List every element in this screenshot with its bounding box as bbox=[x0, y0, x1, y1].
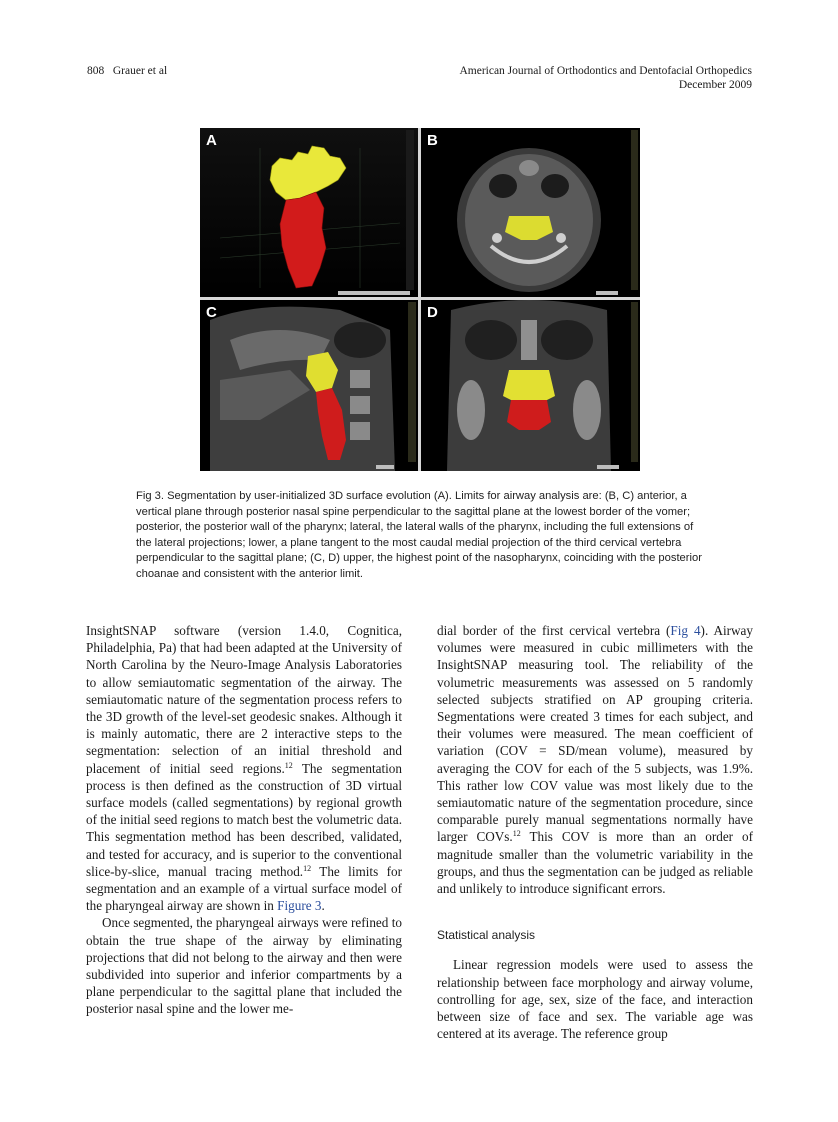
figure-panel-b bbox=[421, 128, 640, 297]
running-header-right bbox=[372, 64, 752, 92]
panel-divider-horizontal bbox=[200, 297, 640, 300]
header-journal: American Journal of Orthodontics and Dentofacial Orthopedics bbox=[459, 65, 752, 77]
text-column-right bbox=[437, 622, 753, 1042]
panel-letter-b: B bbox=[427, 132, 438, 149]
figure-panel-a bbox=[200, 128, 418, 297]
figure-panel-c bbox=[200, 300, 418, 471]
citation-superscript: 12 bbox=[512, 829, 521, 839]
panel-letter-a: A bbox=[206, 132, 217, 149]
panel-a-surface-model bbox=[200, 128, 418, 297]
citation-superscript: 12 bbox=[284, 760, 293, 770]
paragraph: Linear regression models were used to assess the relationship between face morphology and airway volume, controlling for age, sex, size of the face, and interaction between size of face and sex. The variable age was centered at its average. The reference group bbox=[437, 957, 753, 1042]
citation-superscript: 12 bbox=[303, 863, 312, 873]
page-number: 808 bbox=[87, 65, 105, 77]
panel-letter-c: C bbox=[206, 304, 217, 321]
paragraph: dial border of the first cervical vertebra (Fig 4). Airway volumes were measured in cubic millimeters with the InsightSNAP measuring tool. The reliability of the volumetric measurements was assessed on 5 randomly selected subjects stratified on AP grouping criteria. Segmentations were created 3 times for each subject, and their volumes were measured. The mean coefficient of variation (COV = SD/mean volume), measured by averaging the COV for each of the 5 subjects, was 1.9%. This rather low COV value was most likely due to the semiautomatic nature of the segmentation procedure, since comparable purely manual segmentations normally have larger COVs.$^{12}$ This COV is more than an order of magnitude smaller than the volumetric variability in the groups, and thus the segmentation can be judged as reliable and unlikely to introduce significant errors. bbox=[437, 623, 753, 897]
paragraph: InsightSNAP software (version 1.4.0, Cognitica, Philadelphia, Pa) that had been adapted at the University of North Carolina by the Neuro-Image Analysis Laboratories to allow semiautomatic segmentation of the airway. The semiautomatic nature of the segmentation process refers to the 3D growth of the level-set geodesic snakes. Although it is mainly automatic, there are 2 interactive steps to the segmentation: selection of an initial threshold and placement of initial seed regions.$^{12}$ The segmentation process is then defined as the construction of 3D virtual surface models (called segmentations) by regional growth of the initial seed regions to match best the volumetric data. This segmentation method has been described, validated, and tested for accuracy, and is superior to the conventional slice-by-slice, manual tracing method.$^{12}$ The limits for segmentation and an example of a virtual surface model of the pharyngeal airway are shown in Figure 3. bbox=[86, 623, 402, 914]
figure-3-link[interactable]: Figure 3 bbox=[277, 898, 322, 914]
panel-b-axial-slice bbox=[421, 128, 640, 297]
figure-3 bbox=[200, 128, 640, 471]
figure-4-link[interactable]: Fig 4 bbox=[670, 623, 701, 638]
header-authors: Grauer et al bbox=[112, 65, 168, 77]
running-header-left bbox=[87, 64, 167, 78]
paragraph: Once segmented, the pharyngeal airways were refined to obtain the true shape of the airway by eliminating projections that did not belong to the airway and then were subdivided into superior and inferior compartments by a plane perpendicular to the sagittal plane that included the posterior nasal spine and the lower me- bbox=[86, 915, 402, 1017]
text-column-left bbox=[86, 622, 402, 1018]
header-date: December 2009 bbox=[678, 79, 752, 91]
panel-c-sagittal-slice bbox=[200, 300, 418, 471]
figure-caption: Fig 3. Segmentation by user-initialized 3D surface evolution (A). Limits for airway analysis are: (B, C) anterior, a vertical plane through posterior nasal spine perpendicular to the sagittal plane at the lowest border of the vomer; posterior, the posterior wall of the pharynx; lateral, the lateral walls of the pharynx, including the full extensions of the lateral projections; lower, a plane tangent to the most caudal medial projection of the third cervical vertebra perpendicular to the sagittal plane; (C, D) upper, the highest point of the nasopharynx, coinciding with the posterior choanae and consistent with the anterior limit. bbox=[136, 490, 702, 580]
panel-letter-d: D bbox=[427, 304, 438, 321]
section-heading: Statistical analysis bbox=[437, 928, 536, 943]
figure-panel-d bbox=[421, 300, 640, 471]
panel-d-coronal-slice bbox=[421, 300, 640, 471]
